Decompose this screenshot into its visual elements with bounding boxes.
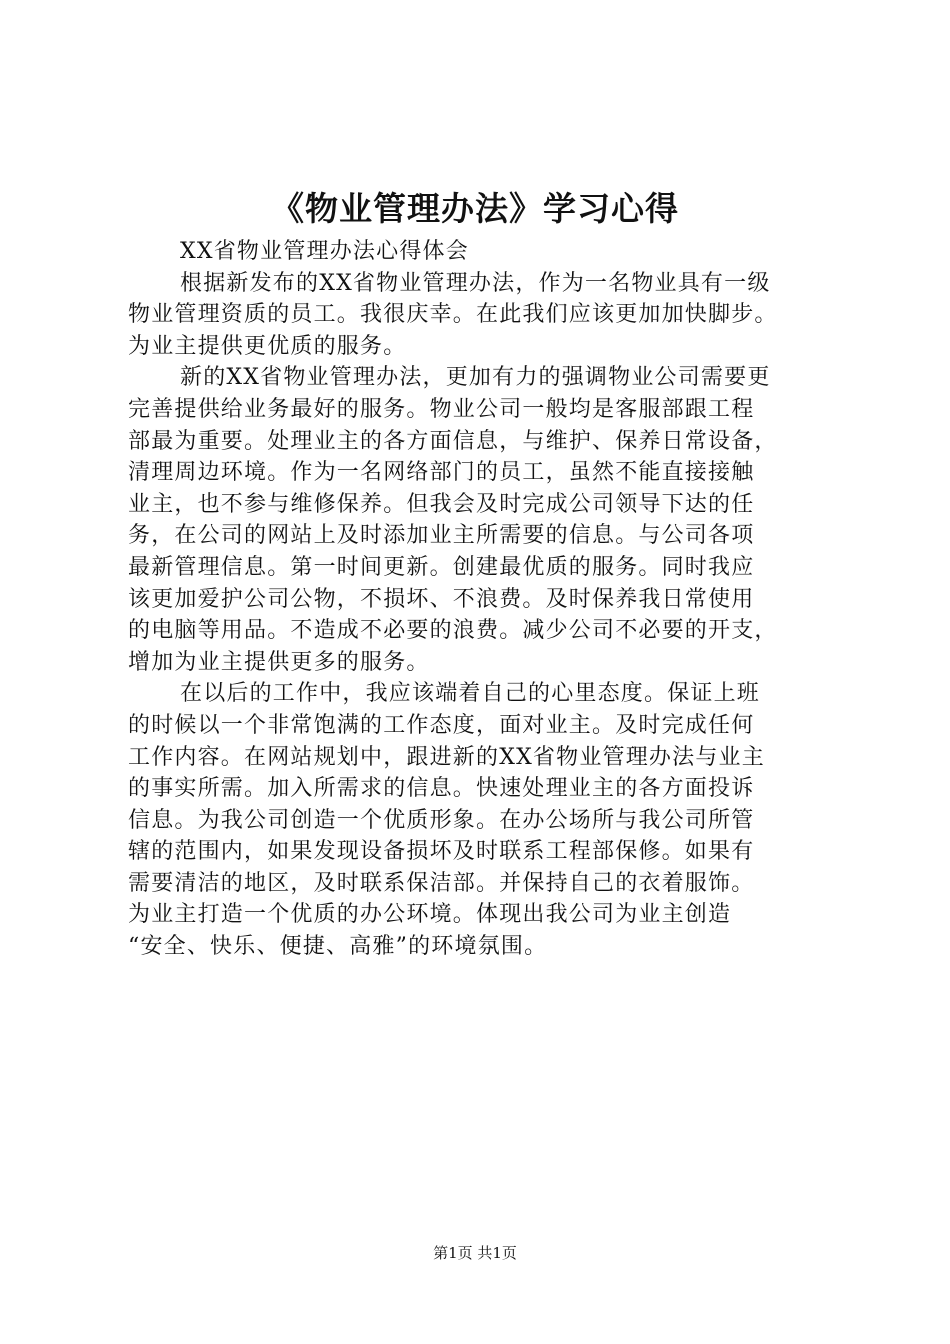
- text-line: 的电脑等用品。不造成不必要的浪费。减少公司不必要的开支，: [128, 618, 778, 644]
- text-line: 清理周边环境。作为一名网络部门的员工，虽然不能直接接触: [128, 460, 755, 486]
- text-line: 的时候以一个非常饱满的工作态度，面对业主。及时完成任何: [128, 712, 755, 738]
- document-title: 《物业管理办法》学习心得: [271, 189, 679, 228]
- text-line: 在以后的工作中，我应该端着自己的心里态度。保证上班: [180, 681, 761, 707]
- text-line: 完善提供给业务最好的服务。物业公司一般均是客服部跟工程: [128, 396, 755, 422]
- text-line: 为业主提供更优质的服务。: [128, 333, 407, 359]
- text-line: 需要清洁的地区，及时联系保洁部。并保持自己的衣着服饰。: [128, 870, 755, 896]
- text-line: 物业管理资质的员工。我很庆幸。在此我们应该更加加快脚步。: [128, 302, 778, 328]
- text-line: 最新管理信息。第一时间更新。创建最优质的服务。同时我应: [128, 554, 755, 580]
- text-line: XX省物业管理办法心得体会: [180, 239, 469, 264]
- document-body: [128, 236, 838, 963]
- page-footer: 第1页 共1页: [433, 1244, 517, 1262]
- text-line: 业主，也不参与维修保养。但我会及时完成公司领导下达的任: [128, 491, 755, 517]
- text-line: 新的XX省物业管理办法，更加有力的强调物业公司需要更: [180, 365, 771, 391]
- text-line: 辖的范围内，如果发现设备损坏及时联系工程部保修。如果有: [128, 839, 755, 865]
- text-line: “安全、快乐、便捷、高雅”的环境氛围。: [128, 934, 548, 960]
- text-line: 工作内容。在网站规划中，跟进新的XX省物业管理办法与业主: [128, 744, 765, 770]
- text-line: 的事实所需。加入所需求的信息。快速处理业主的各方面投诉: [128, 776, 755, 802]
- text-line: 部最为重要。处理业主的各方面信息，与维护、保养日常设备，: [128, 428, 778, 454]
- text-line: 该更加爱护公司公物，不损坏、不浪费。及时保养我日常使用: [128, 586, 755, 612]
- text-line: 信息。为我公司创造一个优质形象。在办公场所与我公司所管: [128, 807, 755, 833]
- text-line: 增加为业主提供更多的服务。: [128, 649, 430, 675]
- text-line: 根据新发布的XX省物业管理办法，作为一名物业具有一级: [180, 270, 771, 296]
- text-line: 为业主打造一个优质的办公环境。体现出我公司为业主创造: [128, 902, 732, 928]
- text-line: 务，在公司的网站上及时添加业主所需要的信息。与公司各项: [128, 523, 755, 549]
